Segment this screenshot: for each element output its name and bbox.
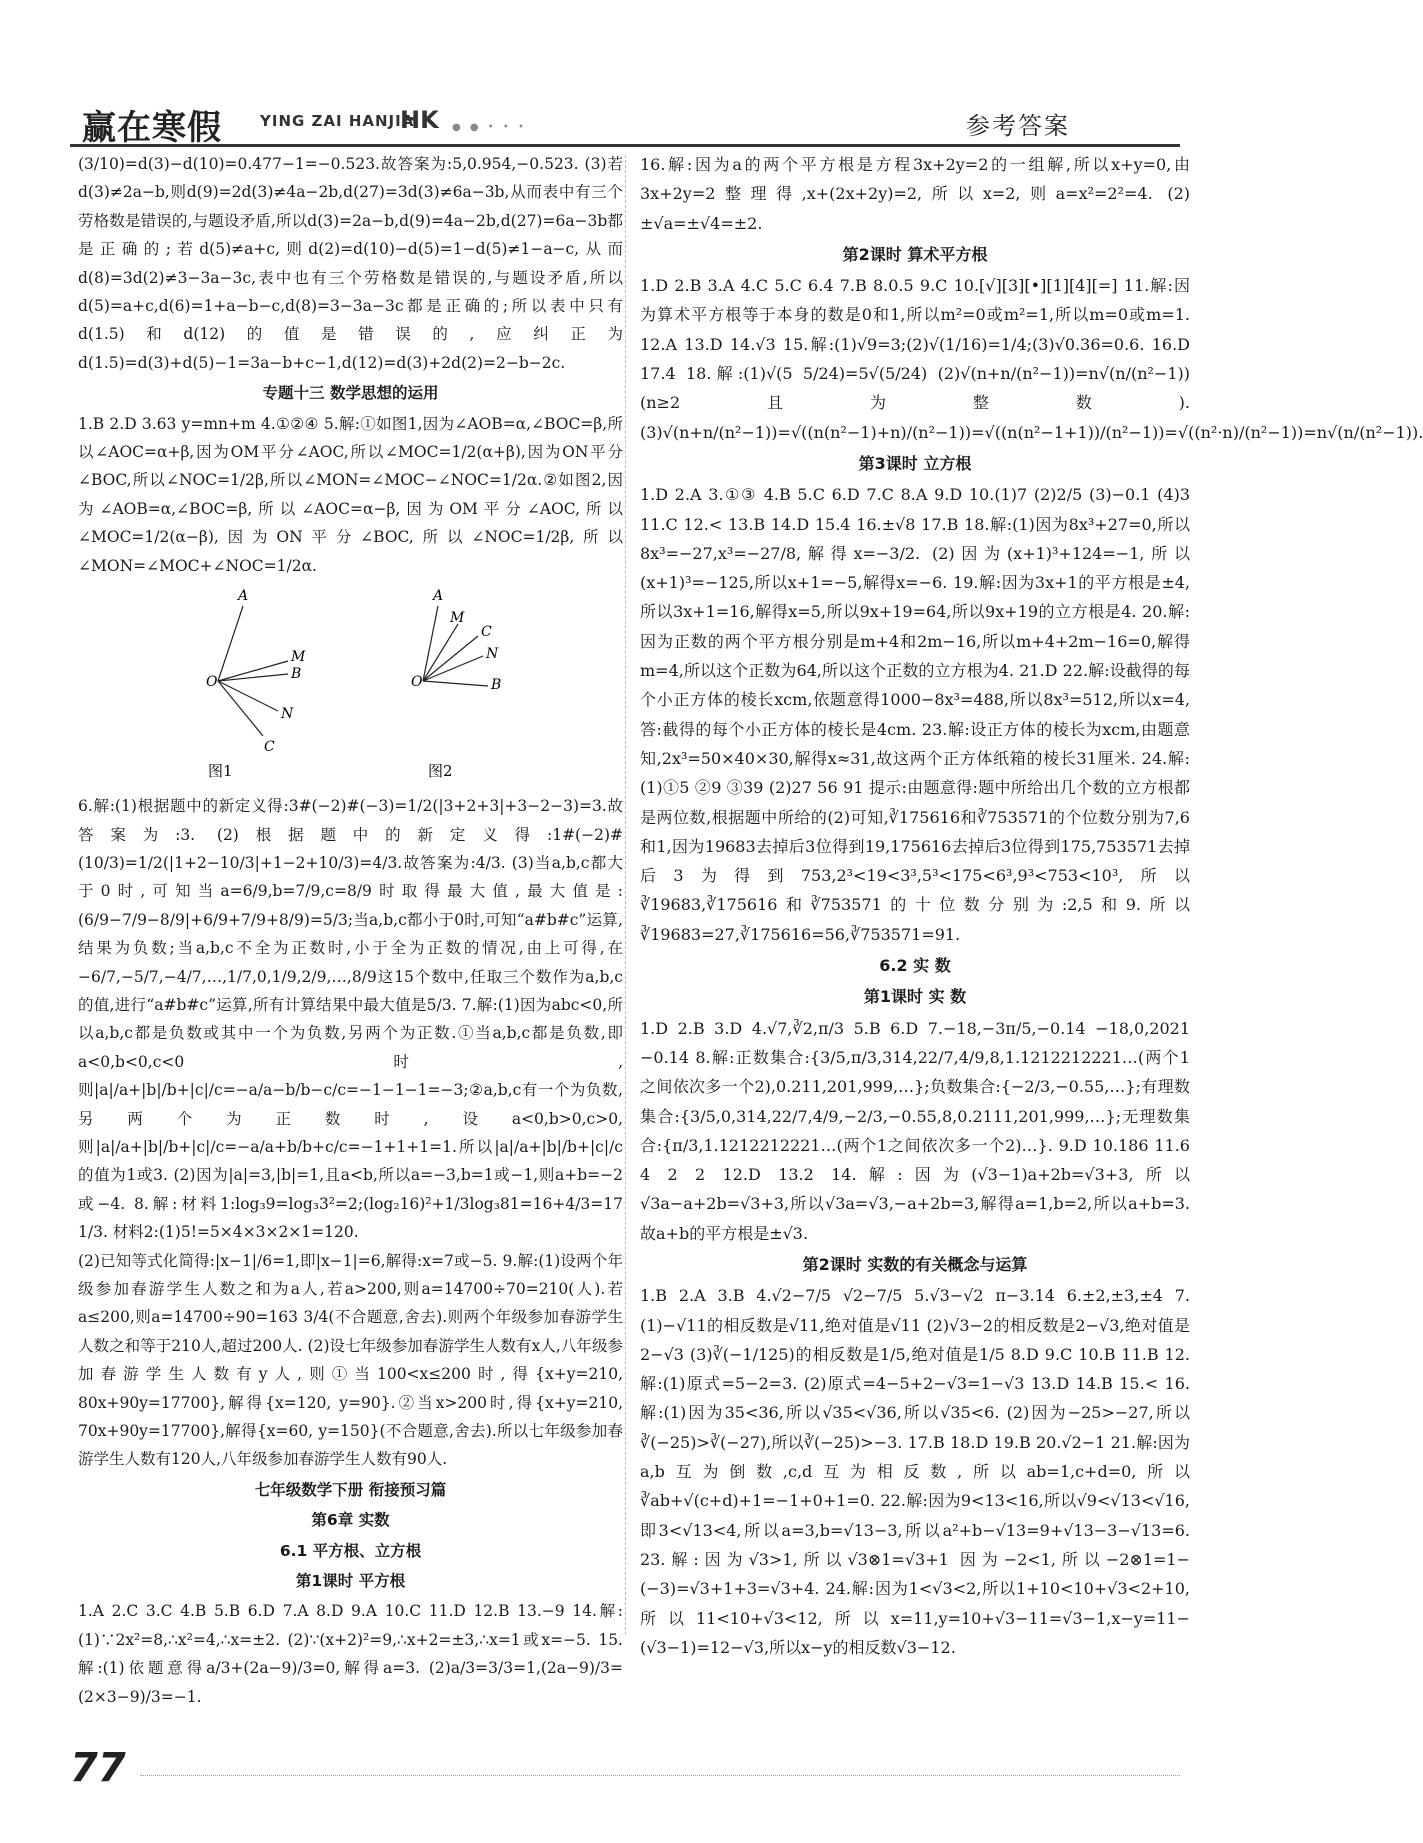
answer-paragraph: 1.B 2.A 3.B 4.√2−7/5 √2−7/5 5.√3−√2 π−3.14 6.±2,±3,±4 7.(1)−√11的相反数是√11,绝对值是√11 (2)√3−2的相反数是2−√3,绝对值是2−√3 (3)∛(−1/125)的相反数是1/5,绝对值是1/5 8.D 9.C 10.B 11.B 12.解:(1)原式=5−2=3. (2)原式=4−5+2−√3=1−√3 13.D 14.B 15.< 16.解:(1)因为35<36,所以√35<√36,所以√35<6. (2)因为−25>−27,所以∛(−25)>∛(−27),所以∛(−25)>−3. 17.B 18.D 19.B 20.√2−1 21.解:因为a,b互为倒数,c,d互为相反数,所以ab=1,c+d=0,所以∛ab+√(c+d)+1=−1+0+1=0. 22.解:因为9<13<16,所以√9<√13<√16,即3<√13<4,所以a=3,b=√13−3,所以a²+b−√13=9+√13−3−√13=6. 23.解:因为√3>1,所以√3⊗1=√3+1 因为−2<1,所以−2⊗1=1−(−3)=√3+1+3=√3+4. 24.解:因为1<√3<2,所以1+10<10+√3<2+10,所以11<10+√3<12,所以x=11,y=10+√3−11=√3−1,x−y=11−(√3−1)=12−√3,所以x−y的相反数√3−12. [640,1286,1190,1657]
topic-heading: 专题十三 数学思想的运用 [262,384,439,403]
brand-region: HK [400,106,439,134]
point-label: B [491,677,502,694]
answer-paragraph: 1.D 2.B 3.A 4.C 5.C 6.4 7.B 8.0.5 9.C 10.[√][3][•][1][4][=] 11.解:因为算术平方根等于本身的数是0和1,所以m²=0或m²=1,所以m=0或m=1. 12.A 13.D 14.√3 15.解:(1)√9=3;(2)√(1/16)=1/4;(3)√0.36=0.6. 16.D 17.4 18.解:(1)√(5 5/24)=5√(5/24) (2)√(n+n/(n²−1))=n√(n/(n²−1))(n≥2且为整数). (3)√(n+n/(n²−1))=√((n(n²−1)+n)/(n²−1))=√((n(n²−1+1))/(n²−1))=√((n²·n)/(n²−1))=n√(n/(n²−1)). [640,276,1423,442]
answer-paragraph: 1.B 2.D 3.63 y=mn+m 4.①②④ 5.解:①如图1,因为∠AOB=α,∠BOC=β,所以∠AOC=α+β,因为OM平分∠AOC,所以∠MOC=1/2(α+β),因为ON平分∠BOC,所以∠NOC=1/2β,所以∠MON=∠MOC−∠NOC=1/2α.②如图2,因为∠AOB=α,∠BOC=β,所以∠AOC=α−β,因为OM平分∠AOC,所以∠MOC=1/2(α−β),因为ON平分∠BOC,所以∠NOC=1/2β,所以∠MON=∠MOC+∠NOC=1/2α. [78,414,623,575]
angle-diagram [78,586,623,786]
answer-paragraph: (2)已知等式化简得:|x−1|/6=1,即|x−1|=6,解得:x=7或−5. 9.解:(1)设两个年级参加春游学生人数之和为a人,若a>200,则a=14700÷70=210(人).若a≤200,则a=14700÷90=163 3/4(不合题意,舍去).则两个年级参加春游学生人数之和等于210人,超过200人. (2)设七年级参加春游学生人数有x人,八年级参加春游学生人数有y人,则①当100<x≤200时,得{x+y=210, 80x+90y=17700},解得{x=120, y=90}.②当x>200时,得{x+y=210, 70x+90y=17700},解得{x=60, y=150}(不合题意,舍去).所以七年级参加春游学生人数有120人,八年级参加春游学生人数有90人. [78,1251,623,1469]
decorative-dots: ● ● • • • [452,122,527,133]
left-column [78,150,623,1711]
point-label: N [486,646,499,663]
chapter-heading: 第6章 实数 [311,1511,390,1530]
figure-caption: 图2 [428,762,453,781]
right-column [640,150,1423,1662]
point-label: B [291,666,302,683]
answer-paragraph: (3/10)=d(3)−d(10)=0.477−1=−0.523.故答案为:5,0.954,−0.523. (3)若d(3)≠2a−b,则d(9)=2d(3)≠4a−2b,d(27)=3d(3)≠6a−3b,从而表中有三个劳格数是错误的,与题设矛盾,所以d(3)=2a−b,d(9)=4a−2b,d(27)=6a−3b都是正确的;若d(5)≠a+c,则d(2)=d(10)−d(5)=1−d(5)≠1−a−c,从而d(8)=3d(2)≠3−3a−3c,表中也有三个劳格数是错误的,与题设矛盾,所以d(5)=a+c,d(6)=1+a−b−c,d(8)=3−3a−3c都是正确的;所以表中只有d(1.5)和d(12)的值是错误的,应纠正为d(1.5)=d(3)+d(5)−1=3a−b+c−1,d(12)=d(3)+2d(2)=2−b−2c. [78,155,623,372]
point-label: A [433,588,444,605]
section-heading: 6.1 平方根、立方根 [279,1541,422,1560]
angle-figures [78,586,623,786]
page-header [70,100,1180,148]
lesson-heading: 第1课时 实 数 [863,987,967,1007]
answer-paragraph: 1.D 2.A 3.①③ 4.B 5.C 6.D 7.C 8.A 9.D 10.(1)7 (2)2/5 (3)−0.1 (4)3 11.C 12.< 13.B 14.D 15.4 16.±√8 17.B 18.解:(1)因为8x³+27=0,所以8x³=−27,x³=−27/8,解得x=−3/2. (2)因为(x+1)³+124=−1,所以(x+1)³=−125,所以x+1=−5,解得x=−6. 19.解:因为3x+1的平方根是±4,所以3x+1=16,解得x=5,所以9x+19=64,所以9x+19的立方根是4. 20.解:因为正数的两个平方根分别是m+4和2m−16,所以m+4+2m−16=0,解得m=4,所以这个正数为64,所以这个正数的立方根为4. 21.D 22.解:设截得的每个小正方体的棱长xcm,依题意得1000−8x³=488,所以8x³=512,所以x=4,答:截得的每个小正方体的棱长是4cm. 23.解:设正方体的棱长为xcm,由题意知,2x³=50×40×30,解得x≈31,故这两个正方体纸箱的棱长31厘米. 24.解:(1)①5 ②9 ③39 (2)27 56 91 提示:由题意得:题中所给出几个数的立方根都是两位数,根据题中所给的(2)可知,∛175616和∛753571的个位数分别为7,6和1,因为19683去掉后3位得到19,175616去掉后3位得到175,753571去掉后3为得到753,2³<19<3³,5³<175<6³,9³<753<10³,所以∛19683,∛175616和∛753571的十位数分别为:2,5和9.所以∛19683=27,∛175616=56,∛753571=91. [640,485,1190,944]
section-title: 参考答案 [966,112,1070,140]
header-rule [70,144,1180,147]
answer-paragraph: 1.D 2.B 3.D 4.√7,∛2,π/3 5.B 6.D 7.−18,−3π/5,−0.14 −18,0,2021 −0.14 8.解:正数集合:{3/5,π/3,314,22/7,4/9,8,1.1212212221…(两个1之间依次多一个2),0.211,201,999,…};负数集合:{−2/3,−0.55,…};有理数集合:{3/5,0,314,22/7,4/9,−2/3,−0.55,8,0.2111,201,999,…};无理数集合:{π/3,1.1212212221…(两个1之间依次多一个2)…}. 9.D 10.186 11.6 4 2 2 12.D 13.2 14.解:因为(√3−1)a+2b=√3+3,所以√3a−a+2b=√3+3,所以√3a=√3,−a+2b=3,解得a=1,b=2,所以a+b=3.故a+b的平方根是±√3. [640,1018,1190,1243]
footer-rule [140,1775,1180,1776]
column-divider [625,155,626,1635]
preview-heading: 七年级数学下册 衔接预习篇 [254,1480,447,1499]
point-label: M [291,649,306,666]
point-label: N [281,706,294,723]
lesson-heading: 第3课时 立方根 [858,453,972,473]
lesson-heading: 第2课时 算术平方根 [842,244,988,264]
figure-caption: 图1 [208,762,233,781]
answer-paragraph: 16.解:因为a的两个平方根是方程3x+2y=2的一组解,所以x+y=0,由3x+2y=2整理得,x+(2x+2y)=2,所以x=2,则a=x²=2²=4. (2)±√a=±√4=±2. [640,155,1190,233]
section-heading: 6.2 实 数 [879,956,951,976]
point-label: M [450,610,465,627]
lesson-heading: 第1课时 平方根 [295,1572,406,1591]
brand-pinyin: YING ZAI HANJIA [260,112,415,130]
figure-1 [218,606,288,736]
lesson-heading: 第2课时 实数的有关概念与运算 [802,1254,1028,1274]
point-label: A [238,588,249,605]
point-label: C [264,739,275,756]
point-label: O [206,674,218,691]
point-label: O [411,674,423,691]
answer-paragraph: 6.解:(1)根据题中的新定义得:3#(−2)#(−3)=1/2(|3+2+3|+3−2−3)=3.故答案为:3. (2)根据题中的新定义得:1#(−2)#(10/3)=1/2(|1+2−10/3|+1−2+10/3)=4/3.故答案为:4/3. (3)当a,b,c都大于0时,可知当a=6/9,b=7/9,c=8/9时取得最大值,最大值是:(6/9−7/9−8/9|+6/9+7/9+8/9)=5/3;当a,b,c都小于0时,可知“a#b#c”运算,结果为负数;当a,b,c不全为正数时,小于全为正数的情况,由上可得,在−6/7,−5/7,−4/7,…,1/7,0,1/9,2/9,…,8/9这15个数中,任取三个数作为a,b,c的值,进行“a#b#c”运算,所有计算结果中最大值是5/3. 7.解:(1)因为abc<0,所以a,b,c都是负数或其中一个为负数,另两个为正数.①当a,b,c都是负数,即a<0,b<0,c<0时,则|a|/a+|b|/b+|c|/c=−a/a−b/b−c/c=−1−1−1=−3;②a,b,c有一个为负数,另两个为正数时,设a<0,b>0,c>0,则|a|/a+|b|/b+|c|/c=−a/a+b/b+c/c=−1+1+1=1.所以|a|/a+|b|/b+|c|/c的值为1或3. (2)因为|a|=3,|b|=1,且a<b,所以a=−3,b=1或−1,则a+b=−2或−4. 8.解:材料1:log₃9=log₃3²=2;(log₂16)²+1/3log₃81=16+4/3=17 1/3. 材料2:(1)5!=5×4×3×2×1=120. [78,797,623,1242]
answer-paragraph: 1.A 2.C 3.C 4.B 5.B 6.D 7.A 8.D 9.A 10.C 11.D 12.B 13.−9 14.解:(1)∵2x²=8,∴x²=4,∴x=±2. (2)∵(x+2)²=9,∴x+2=±3,∴x=1或x=−5. 15.解:(1)依题意得a/3+(2a−9)/3=0,解得a=3. (2)a/3=3/3=1,(2a−9)/3=(2×3−9)/3=−1. [78,1602,623,1706]
point-label: C [481,624,492,641]
page-number: 77 [70,1745,126,1791]
brand-title: 赢在寒假 [82,108,222,148]
